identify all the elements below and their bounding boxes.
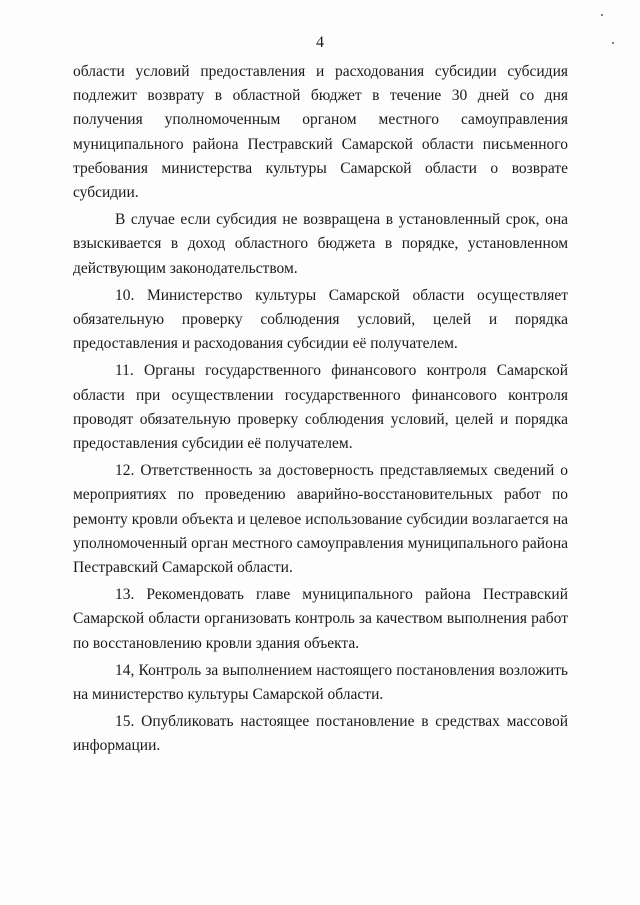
paragraph-15-publication: 15. Опубликовать настоящее постановление в средствах массовой информации. — [73, 713, 568, 755]
paragraph-10-ministry-check: 10. Министерство культуры Самарской области осуществляет обязательную проверку соблюдения условий, целей и порядка предоставления и расходования субсидии её получателем. — [73, 286, 568, 353]
paragraph-14-control: 14, Контроль за выполнением настоящего постановления возложить на министерство культуры Самарской области. — [73, 661, 568, 704]
paragraph-subsidy-return: области условий предоставления и расходования субсидии субсидия подлежит возврату в областной бюджет в течение 30 дней со дня получения уполномоченным органом местного самоуправления муниципального района Пестравский Самарской области письменного требования министерства культуры Самарской области о возврате субсидии. — [73, 63, 568, 202]
paragraph-subsidy-recovery: В случае если субсидия не возвращена в установленный срок, она взыскивается в доход областного бюджета в порядке, установленном действующим законодательством. — [73, 211, 568, 277]
document-body — [73, 60, 568, 762]
paragraph-13-recommendation: 13. Рекомендовать главе муниципального района Пестравский Самарской области организовать контроль за качеством выполнения работ по восстановлению кровли здания объекта. — [73, 586, 568, 652]
scan-speck — [612, 42, 614, 44]
paragraph-12-responsibility: 12. Ответственность за достоверность представляемых сведений о мероприятиях по проведению аварийно-восстановительных работ по ремонту кровли объекта и целевое использование субсидии возлагается на уполномоченный орган местного самоуправления муниципального района Пестравский Самарской области. — [73, 462, 568, 577]
scan-speck — [601, 14, 603, 16]
paragraph-11-financial-control: 11. Органы государственного финансового контроля Самарской области при осуществлении государственного финансового контроля проводят обязательную проверку соблюдения условий, целей и порядка предоставления субсидии её получателем. — [73, 362, 568, 453]
page-number: 4 — [316, 34, 324, 51]
